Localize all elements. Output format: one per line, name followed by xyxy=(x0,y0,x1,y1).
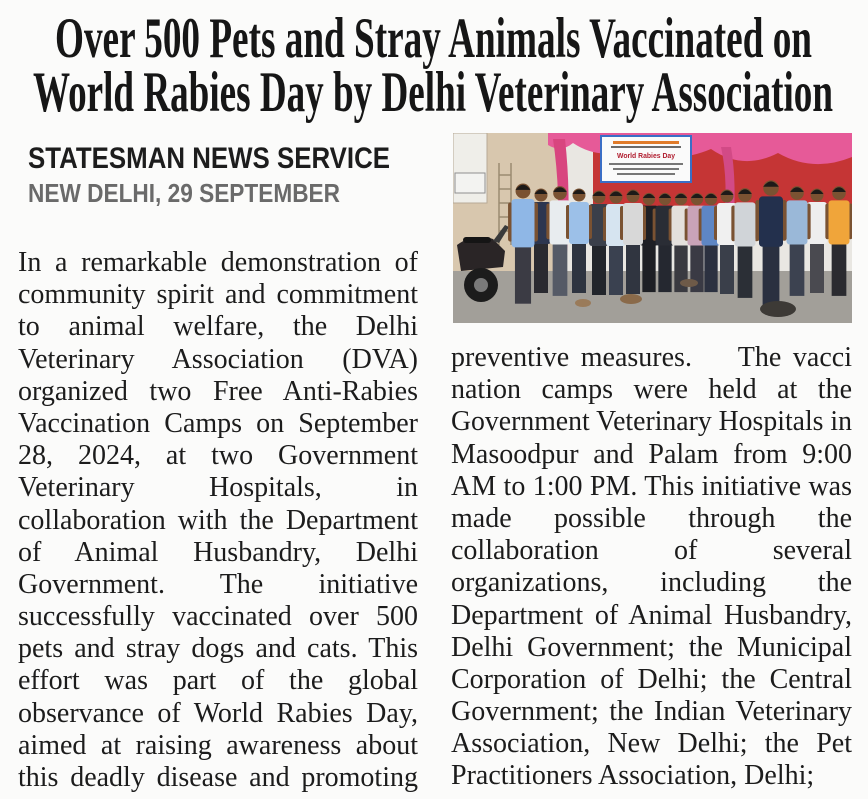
text-line xyxy=(451,439,852,471)
text-line-content: In a remarkable demonstration of xyxy=(18,247,418,278)
text-line-content: 28, 2024, at two Government xyxy=(18,440,418,472)
headline-text-1: Over 500 Pets and Stray Animals Vaccinated on xyxy=(55,7,812,70)
text-line-content: Government; the Indian Veterinary xyxy=(451,696,852,728)
text-line-content: Veterinary Association (DVA) xyxy=(18,343,418,375)
banner-small-text xyxy=(617,173,675,175)
text-line xyxy=(18,698,418,730)
text-line-content: preventive measures. The vacci xyxy=(451,342,852,373)
text-line xyxy=(451,728,852,760)
text-line xyxy=(18,408,418,440)
text-line xyxy=(18,537,418,569)
text-line-content: Masoodpur and Palam from 9:00 xyxy=(451,438,852,470)
text-line xyxy=(18,569,418,601)
text-line xyxy=(451,664,852,696)
text-line-content: collaboration of several xyxy=(451,535,852,567)
text-line xyxy=(18,472,418,504)
headline-line-1 xyxy=(55,7,812,70)
text-line-content: Practitioners Association, Delhi; xyxy=(451,760,815,792)
text-line-content: nation camps were held at the xyxy=(451,374,852,406)
text-line xyxy=(18,505,418,537)
text-line-content: collaboration with the Department xyxy=(18,504,418,536)
banner-title: World Rabies Day xyxy=(617,151,676,160)
text-line xyxy=(451,567,852,599)
text-line-content: organized two Free Anti-Rabies xyxy=(18,375,418,407)
headline-text-2: World Rabies Day by Delhi Veterinary Association xyxy=(33,61,833,124)
text-line xyxy=(451,696,852,728)
text-line xyxy=(451,406,852,438)
text-line xyxy=(18,730,418,762)
text-line-content: Veterinary Hospitals, in xyxy=(18,472,418,504)
text-line xyxy=(451,342,852,374)
banner-small-text xyxy=(609,163,683,165)
dateline xyxy=(28,180,340,206)
text-line xyxy=(18,279,418,311)
text-line xyxy=(451,503,852,535)
text-line-content: Government. The initiative xyxy=(18,568,418,600)
text-line-content: pets and stray dogs and cats. This xyxy=(18,633,418,665)
text-line-content: of Animal Husbandry, Delhi xyxy=(18,536,418,568)
banner-small-text xyxy=(613,168,679,170)
text-line xyxy=(18,440,418,472)
text-line xyxy=(18,665,418,697)
text-line xyxy=(451,374,852,406)
banner-header-stripe xyxy=(613,141,679,144)
text-line-content: organizations, including the xyxy=(451,567,852,599)
banner-small-text xyxy=(611,146,681,148)
text-line-content: Department of Animal Husbandry, xyxy=(451,599,852,631)
text-line xyxy=(451,600,852,632)
text-line-content: Vaccination Camps on September xyxy=(18,407,418,439)
dog xyxy=(575,299,591,307)
text-line-content: Corporation of Delhi; the Central xyxy=(451,663,852,695)
text-line xyxy=(18,247,418,279)
text-line-content: Association, New Delhi; the Pet xyxy=(451,728,852,760)
text-line xyxy=(451,632,852,664)
text-line-content: effort was part of the global xyxy=(18,665,418,697)
text-line-content: AM to 1:00 PM. This initiative was xyxy=(451,470,852,502)
text-line-content: successfully vaccinated over 500 xyxy=(18,601,418,633)
text-line-content: community spirit and commitment xyxy=(18,279,418,311)
text-line xyxy=(451,471,852,503)
article-right-column xyxy=(451,342,852,793)
text-line-content: this deadly disease and promoting xyxy=(18,762,418,793)
text-line-content: made possible through the xyxy=(451,502,852,534)
byline-agency xyxy=(28,144,390,174)
text-line xyxy=(451,535,852,567)
dateline-text: NEW DELHI, 29 SEPTEMBER xyxy=(28,178,340,208)
text-line-content: Delhi Government; the Municipal xyxy=(451,631,852,663)
dog xyxy=(760,301,796,317)
dog xyxy=(620,294,642,304)
text-line xyxy=(451,760,852,792)
text-line xyxy=(18,762,418,794)
agency-text: STATESMAN NEWS SERVICE xyxy=(28,142,390,175)
text-line-content: to animal welfare, the Delhi xyxy=(18,311,418,343)
article-photo xyxy=(453,133,852,323)
dog xyxy=(680,279,698,287)
text-line xyxy=(18,311,418,343)
text-line xyxy=(18,344,418,376)
text-line xyxy=(18,601,418,633)
text-line xyxy=(18,633,418,665)
article-left-column xyxy=(18,247,418,794)
text-line-content: Government Veterinary Hospitals in xyxy=(451,406,852,438)
text-line-content: aimed at raising awareness about xyxy=(18,729,418,761)
photo-scene xyxy=(453,133,852,323)
ac-unit xyxy=(455,173,485,193)
text-line-content: observance of World Rabies Day, xyxy=(18,697,418,729)
text-line xyxy=(18,376,418,408)
headline-line-2 xyxy=(33,61,833,124)
